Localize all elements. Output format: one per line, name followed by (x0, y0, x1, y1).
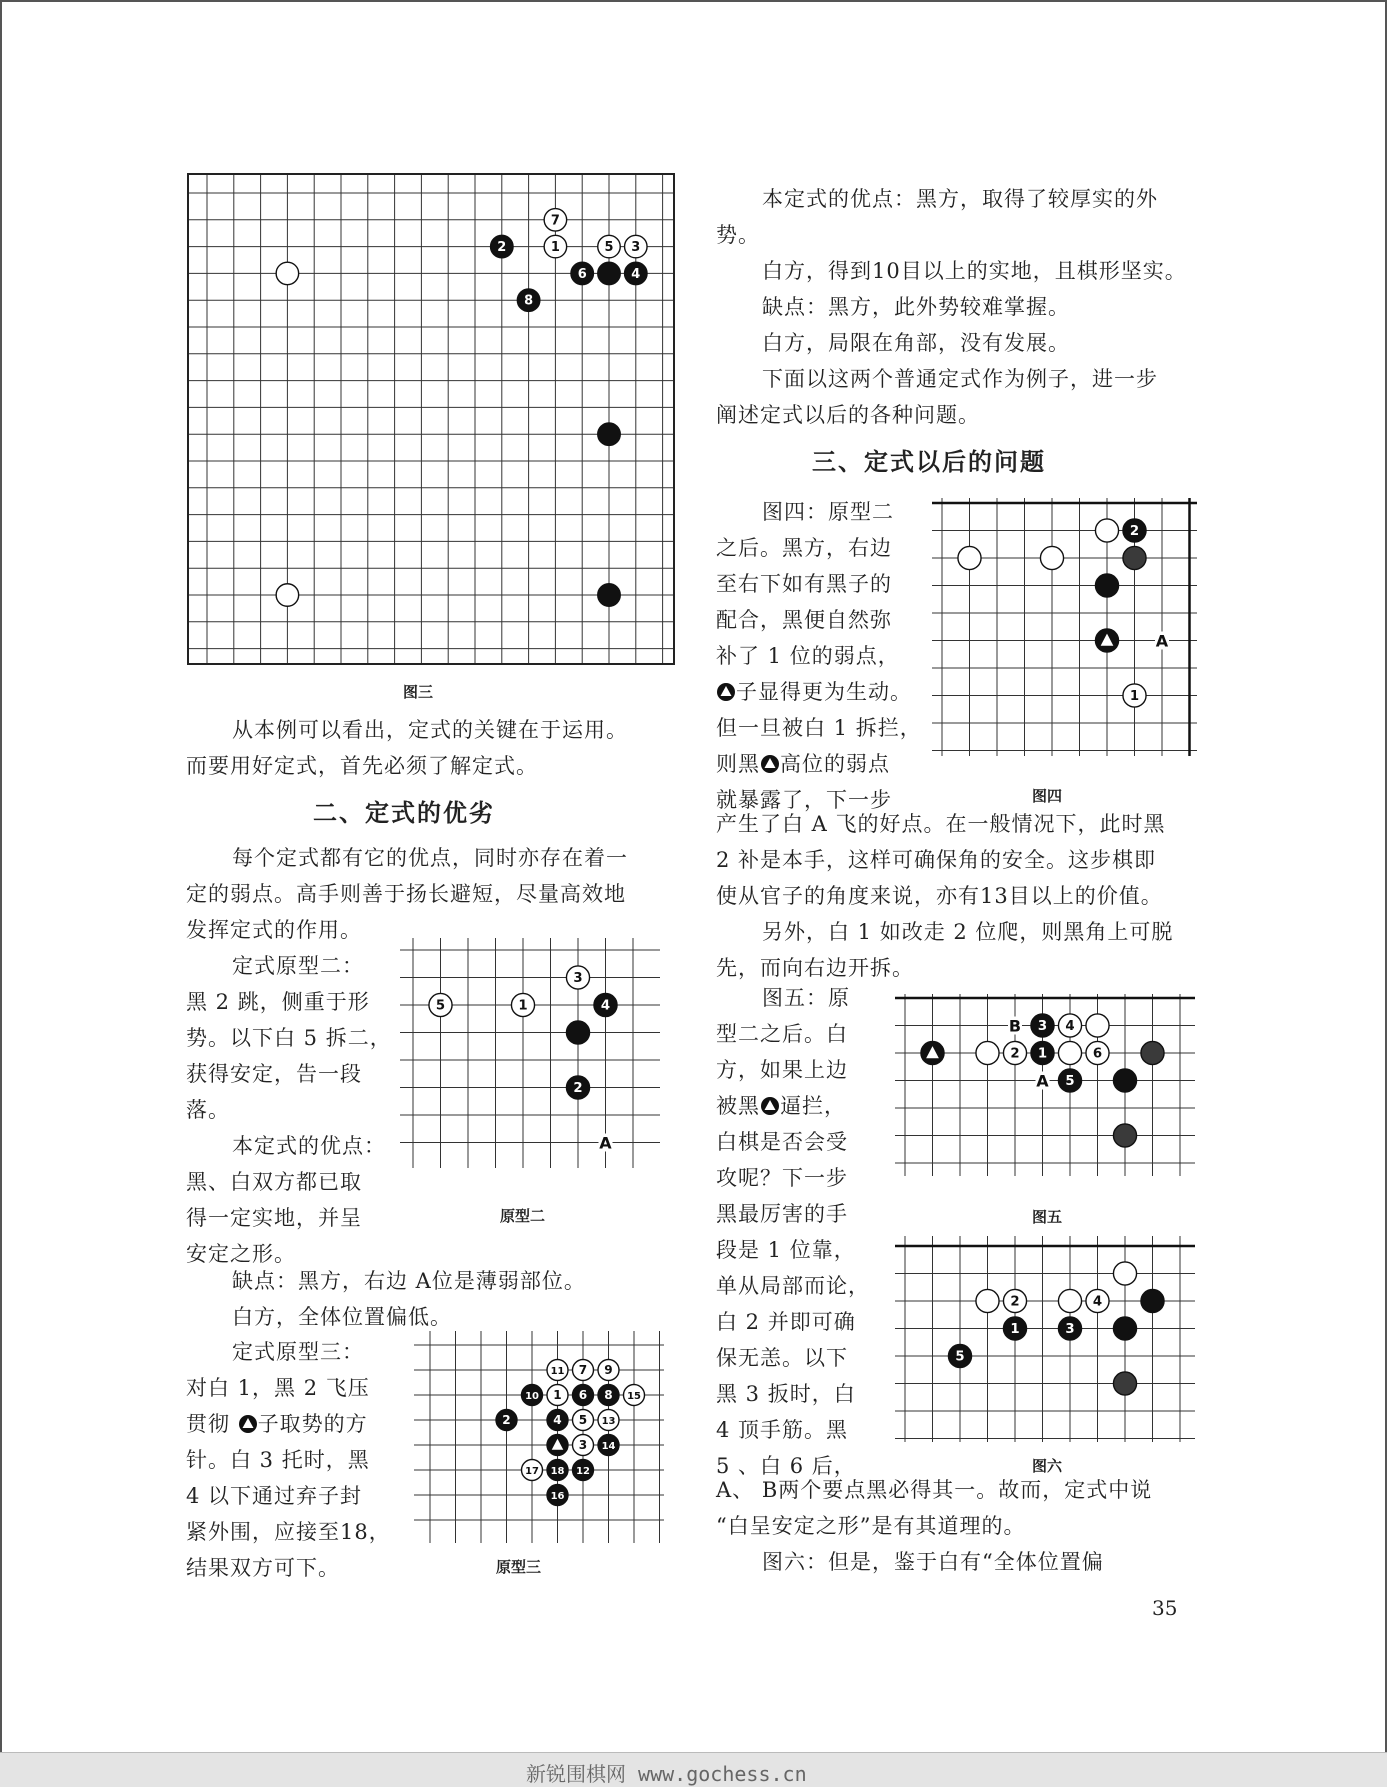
svg-text:18: 18 (550, 1466, 565, 1478)
caption-fig6: 图六 (1032, 1457, 1063, 1475)
white-stone-2 (1003, 1289, 1026, 1312)
caption-proto2: 原型二 (500, 1207, 546, 1225)
black-stone-10 (522, 1385, 543, 1406)
black-stone (1141, 1041, 1164, 1064)
paragraph-prototype-3: 定式原型三： 对白 1，黑 2 飞压 贯彻 子取势的方 针。白 3 托时，黑 4 以下通过弃子封 紧外围，应接至18， 结果双方可下。 (186, 1340, 391, 1580)
svg-text:2: 2 (1010, 1046, 1020, 1062)
white-stone-17 (522, 1460, 543, 1481)
white-stone-7 (573, 1360, 594, 1381)
diagram-fig5 (895, 994, 1195, 1176)
svg-text:4: 4 (553, 1413, 562, 1428)
svg-text:3: 3 (1037, 1019, 1048, 1035)
svg-text:6: 6 (1092, 1046, 1103, 1062)
black-stone-4 (594, 993, 617, 1016)
svg-text:4: 4 (1065, 1019, 1075, 1035)
black-stone-1 (1031, 1041, 1054, 1064)
white-stone (1058, 1289, 1081, 1312)
white-stone-15 (624, 1385, 645, 1406)
black-stone-2 (491, 235, 514, 258)
black-stone-14 (598, 1435, 619, 1456)
board-grid (895, 1236, 1195, 1442)
paragraph-prototype-2: 定式原型二： 黑 2 跳，侧重于形 势。以下白 5 拆二， 获得安定，告一段 落。 本定式的优点： 黑、白双方都已取 得一定实地，并呈 安定之形。 (186, 954, 392, 1266)
svg-text:14: 14 (601, 1441, 616, 1453)
svg-text:1: 1 (553, 1388, 562, 1403)
paragraph-fig5-cont: A、 B两个要点黑必得其一。故而，定式中说 “白呈安定之形”是有其道理的。 图六：但是，鉴于白有“全体位置偏 (716, 1478, 1153, 1574)
white-stone (1095, 519, 1118, 542)
point-mark-A (599, 1134, 613, 1153)
black-stone (1095, 574, 1118, 597)
svg-text:6: 6 (578, 1388, 588, 1403)
svg-text:2: 2 (497, 240, 507, 256)
black-stone-tri (547, 1435, 568, 1456)
white-stone-4 (1086, 1289, 1109, 1312)
black-stone-6 (571, 262, 594, 285)
black-stone-8 (598, 1385, 619, 1406)
black-stone-3 (1058, 1317, 1081, 1340)
diagram-fig6 (895, 1236, 1195, 1442)
white-stone (976, 1289, 999, 1312)
svg-text:15: 15 (627, 1391, 641, 1403)
black-stone (566, 1021, 589, 1044)
black-stone-12 (573, 1460, 594, 1481)
svg-text:1: 1 (1010, 1322, 1020, 1338)
diagram-fig3 (187, 173, 675, 665)
black-stone (598, 262, 621, 285)
caption-fig5: 图五 (1032, 1208, 1063, 1226)
white-stone (1113, 1262, 1136, 1285)
white-stone (276, 584, 299, 607)
black-triangle-stone-icon (760, 1096, 780, 1116)
white-stone (958, 546, 981, 569)
svg-text:2: 2 (573, 1081, 583, 1097)
black-stone-4 (547, 1410, 568, 1431)
board-grid (414, 1331, 664, 1543)
white-stone-1 (544, 235, 567, 258)
svg-text:A: A (1155, 631, 1169, 651)
white-stone-5 (598, 235, 621, 258)
svg-text:11: 11 (550, 1366, 565, 1378)
black-stone (1141, 1289, 1164, 1312)
svg-text:5: 5 (955, 1349, 965, 1365)
svg-text:5: 5 (435, 998, 446, 1014)
white-stone-3 (573, 1435, 594, 1456)
diagram-proto3 (414, 1331, 664, 1543)
heading-section-2: 二、定式的优劣 (313, 799, 495, 827)
black-stone-2 (566, 1076, 589, 1099)
point-mark-A (1036, 1072, 1050, 1091)
black-stone-1 (1003, 1317, 1026, 1340)
white-stone-1 (547, 1385, 568, 1406)
black-stone-4 (625, 262, 648, 285)
black-stone (598, 423, 621, 446)
black-triangle-stone-icon (760, 754, 780, 774)
black-stone (1113, 1124, 1136, 1147)
svg-text:4: 4 (600, 998, 611, 1014)
svg-text:A: A (599, 1133, 612, 1153)
paragraph-fig4-cont: 产生了白 A 飞的好点。在一般情况下，此时黑 2 补是本手，这样可确保角的安全。这步棋即 使从官子的角度来说，亦有13目以上的价值。 另外，白 1 如改走 2 位爬，则黑角上可脱 先，而向右边开拆。 (716, 812, 1174, 980)
caption-fig3: 图三 (403, 683, 434, 701)
svg-text:5: 5 (604, 240, 614, 256)
white-stone (1086, 1014, 1109, 1037)
svg-text:10: 10 (525, 1391, 539, 1403)
svg-text:2: 2 (1010, 1294, 1020, 1310)
black-stone-5 (948, 1344, 971, 1367)
diagram-proto2 (400, 938, 660, 1168)
black-stone-2 (1123, 519, 1146, 542)
white-stone-7 (544, 209, 567, 232)
white-stone-1 (511, 993, 534, 1016)
svg-text:3: 3 (1065, 1322, 1075, 1338)
svg-text:16: 16 (550, 1491, 565, 1503)
white-stone-5 (573, 1410, 594, 1431)
paragraph-usage: 从本例可以看出，定式的关键在于运用。 而要用好定式，首先必须了解定式。 (186, 718, 628, 778)
black-stone-6 (573, 1385, 594, 1406)
svg-text:4: 4 (1092, 1294, 1103, 1310)
svg-text:1: 1 (550, 240, 560, 256)
black-stone-tri (1095, 629, 1118, 652)
svg-text:1: 1 (1129, 689, 1140, 705)
paragraph-weakness-2: 缺点：黑方，右边 A位是薄弱部位。 白方，全体位置偏低。 (232, 1269, 586, 1329)
paragraph-fig4: 图四：原型二 之后。黑方，右边 至右下如有黑子的 配合，黑便自然弥 补了 1 位的弱点， 子显得更为生动。 但一旦被白 1 拆拦， 则黑 高位的弱点 就暴露了，下一步 (716, 500, 922, 812)
white-stone-9 (598, 1360, 619, 1381)
caption-fig4: 图四 (1032, 787, 1063, 805)
white-stone-13 (598, 1410, 619, 1431)
svg-text:2: 2 (1129, 524, 1140, 540)
white-stone-2 (1003, 1041, 1026, 1064)
svg-text:12: 12 (576, 1466, 590, 1478)
page-number: 35 (1152, 1596, 1178, 1620)
white-stone-4 (1058, 1014, 1081, 1037)
white-stone-11 (547, 1360, 568, 1381)
black-stone (1113, 1372, 1136, 1395)
black-stone (1113, 1069, 1136, 1092)
svg-text:1: 1 (1037, 1046, 1048, 1062)
svg-text:17: 17 (525, 1466, 539, 1478)
white-stone-1 (1123, 684, 1146, 707)
black-stone-2 (496, 1410, 517, 1431)
svg-text:3: 3 (631, 240, 641, 256)
white-stone-3 (625, 235, 648, 258)
board-grid (932, 498, 1197, 756)
white-stone (276, 262, 299, 285)
white-stone-6 (1086, 1041, 1109, 1064)
black-stone-3 (1031, 1014, 1054, 1037)
white-stone (1058, 1041, 1081, 1064)
black-stone-8 (517, 289, 540, 312)
diagram-fig4 (932, 498, 1197, 756)
black-triangle-stone-icon (238, 1414, 258, 1434)
svg-text:7: 7 (550, 213, 560, 229)
svg-text:5: 5 (578, 1413, 588, 1428)
svg-text:7: 7 (578, 1363, 588, 1378)
black-stone-5 (1058, 1069, 1081, 1092)
black-stone-18 (547, 1460, 568, 1481)
point-mark-A (1155, 632, 1169, 651)
white-stone (1040, 546, 1063, 569)
black-stone (1123, 546, 1146, 569)
svg-text:3: 3 (578, 1438, 588, 1453)
svg-text:13: 13 (601, 1416, 616, 1428)
paragraph-merits: 每个定式都有它的优点，同时亦存在着一 定的弱点。高手则善于扬长避短，尽量高效地 发挥定式的作用。 (186, 846, 628, 942)
svg-text:6: 6 (577, 266, 587, 282)
black-stone (598, 584, 621, 607)
white-stone (976, 1041, 999, 1064)
svg-text:A: A (1036, 1071, 1049, 1091)
svg-text:8: 8 (524, 293, 534, 309)
white-stone-5 (429, 993, 452, 1016)
black-stone-tri (921, 1041, 944, 1064)
black-triangle-stone-icon (716, 682, 736, 702)
svg-text:5: 5 (1065, 1074, 1075, 1090)
heading-section-3: 三、定式以后的问题 (812, 448, 1046, 476)
point-mark-B (1008, 1017, 1022, 1036)
svg-text:2: 2 (502, 1413, 511, 1428)
board-grid (400, 938, 660, 1168)
paragraph-merit-proto3: 本定式的优点：黑方，取得了较厚实的外 势。 白方，得到10目以上的实地，且棋形坚实。 缺点：黑方，此外势较难掌握。 白方，局限在角部，没有发展。 下面以这两个普通定式作为例子，进一步 阐述定式以后的各种问题。 (716, 187, 1187, 427)
svg-text:8: 8 (604, 1388, 613, 1403)
svg-text:B: B (1008, 1016, 1022, 1036)
svg-text:1: 1 (518, 998, 528, 1014)
footer-watermark: 新锐围棋网 www.gochess.cn (526, 1762, 807, 1786)
svg-text:4: 4 (631, 266, 641, 282)
paragraph-fig5: 图五：原 型二之后。白 方，如果上边 被黑 逼拦， 白棋是否会受 攻呢？下一步 黑最厉害的手 段是 1 位靠， 单从局部而论， 白 2 并即可确 保无恙。以下 黑 3 扳时，白 4 顶手筋。黑 5 、白 6 后， (716, 986, 870, 1478)
svg-text:3: 3 (573, 971, 583, 987)
white-stone-3 (566, 966, 589, 989)
svg-text:9: 9 (604, 1363, 613, 1378)
black-stone-16 (547, 1485, 568, 1506)
caption-proto3: 原型三 (496, 1558, 542, 1576)
black-stone (1113, 1317, 1136, 1340)
